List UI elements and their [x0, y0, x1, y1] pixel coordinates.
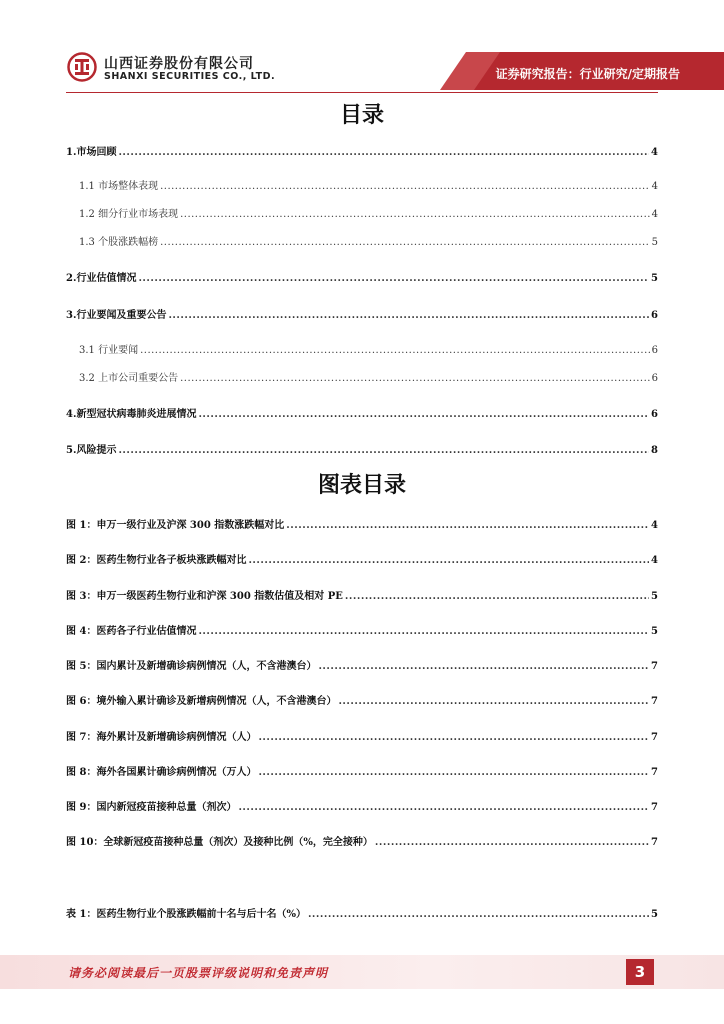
- leader-dots: [180, 373, 650, 384]
- leader-dots: [198, 626, 649, 637]
- toc-item[interactable]: 1.市场回顾 ..... 4: [66, 143, 658, 158]
- toc-item[interactable]: 3.2 上市公司重要公告 ..... 6: [79, 369, 658, 384]
- report-type: 证券研究报告：行业研究/定期报告: [495, 67, 680, 81]
- leader-dots: [118, 445, 649, 456]
- toc-item[interactable]: 1.2 细分行业市场表现 ..... 4: [79, 205, 658, 220]
- leader-dots: [375, 837, 649, 848]
- toc-item[interactable]: 5.风险提示 ..... 8: [66, 441, 658, 456]
- leader-dots: [345, 591, 649, 602]
- leader-dots: [338, 696, 649, 707]
- figure-item[interactable]: 图 2：医药生物行业各子板块涨跌幅对比 ..... 4: [66, 551, 658, 566]
- toc-item[interactable]: 3.1 行业要闻 ..... 6: [79, 341, 658, 356]
- leader-dots: [118, 147, 649, 158]
- toc-item[interactable]: 4.新型冠状病毒肺炎进展情况 ..... 6: [66, 405, 658, 420]
- leader-dots: [258, 732, 649, 743]
- figure-item[interactable]: 图 6：境外输入累计确诊及新增病例情况（人，不含港澳台） ..... 7: [66, 692, 658, 707]
- company-logo-icon: [67, 52, 97, 82]
- leader-dots: [308, 909, 649, 920]
- figure-item[interactable]: 图 4：医药各子行业估值情况 ..... 5: [66, 622, 658, 637]
- company-name-en: SHANXI SECURITIES CO., LTD.: [104, 71, 276, 82]
- header-divider: [66, 92, 658, 93]
- leader-dots: [138, 273, 649, 284]
- table-item[interactable]: 表 1：医药生物行业个股涨跌幅前十名与后十名（%） ..... 5: [66, 905, 658, 920]
- figure-item[interactable]: 图 1：申万一级行业及沪深 300 指数涨跌幅对比 ..... 4: [66, 516, 658, 531]
- figure-item[interactable]: 图 7：海外累计及新增确诊病例情况（人） ..... 7: [66, 728, 658, 743]
- figure-item[interactable]: 图 5：国内累计及新增确诊病例情况（人，不含港澳台） ..... 7: [66, 657, 658, 672]
- leader-dots: [140, 345, 650, 356]
- leader-dots: [238, 802, 649, 813]
- toc-item[interactable]: 2.行业估值情况 ..... 5: [66, 269, 658, 284]
- page-number: 3: [626, 959, 654, 985]
- figure-item[interactable]: 图 9：国内新冠疫苗接种总量（剂次） ..... 7: [66, 798, 658, 813]
- figures-title: 图表目录: [317, 473, 406, 498]
- leader-dots: [168, 310, 649, 321]
- leader-dots: [180, 209, 650, 220]
- leader-dots: [258, 767, 649, 778]
- leader-dots: [198, 409, 649, 420]
- toc-item[interactable]: 1.3 个股涨跌幅榜 ..... 5: [79, 233, 658, 248]
- figure-item[interactable]: 图 3：申万一级医药生物行业和沪深 300 指数估值及相对 PE ..... 5: [66, 587, 658, 602]
- toc-item[interactable]: 3.行业要闻及重要公告 ..... 6: [66, 306, 658, 321]
- leader-dots: [286, 520, 649, 531]
- leader-dots: [248, 555, 649, 566]
- figure-item[interactable]: 图 10：全球新冠疫苗接种总量（剂次）及接种比例（%，完全接种） ..... 7: [66, 833, 658, 848]
- page-header: [0, 0, 724, 100]
- disclaimer-text: 请务必阅读最后一页股票评级说明和免责声明: [68, 966, 329, 980]
- leader-dots: [318, 661, 649, 672]
- toc-item[interactable]: 1.1 市场整体表现 ..... 4: [79, 177, 658, 192]
- figure-item[interactable]: 图 8：海外各国累计确诊病例情况（万人） ..... 7: [66, 763, 658, 778]
- company-name-cn: 山西证券股份有限公司: [104, 56, 254, 72]
- leader-dots: [160, 237, 650, 248]
- toc-title: 目录: [339, 103, 384, 128]
- leader-dots: [160, 181, 650, 192]
